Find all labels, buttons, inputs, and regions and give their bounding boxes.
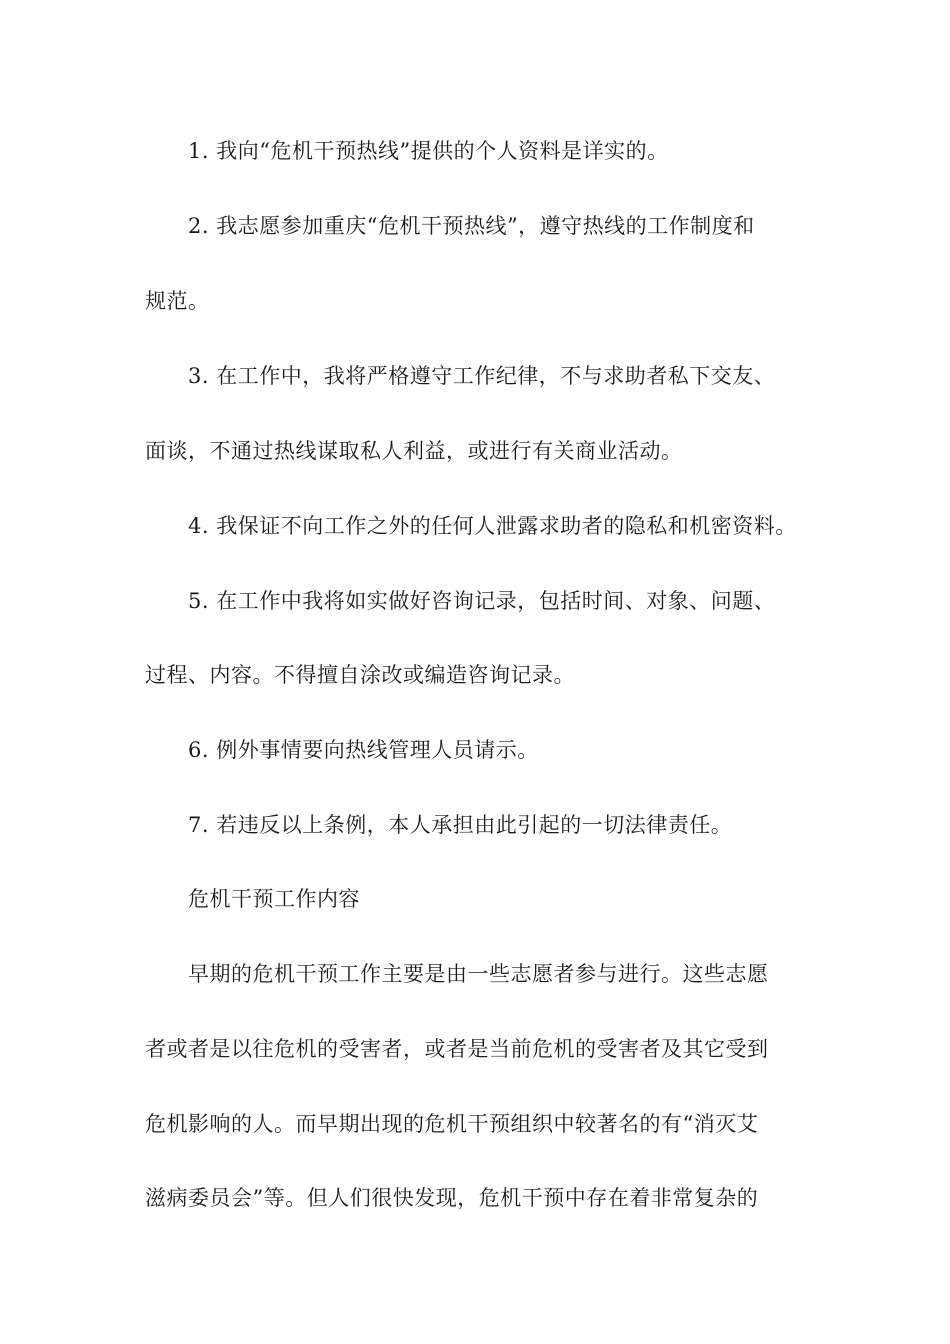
text-line: 4. 我保证不向工作之外的任何人泄露求助者的隐私和机密资料。	[188, 514, 797, 538]
text-line: 3. 在工作中，我将严格遵守工作纪律，不与求助者私下交友、	[188, 364, 776, 388]
text-line: 7. 若违反以上条例，本人承担由此引起的一切法律责任。	[188, 813, 733, 837]
text-line: 6. 例外事情要向热线管理人员请示。	[188, 738, 539, 762]
text-line: 1. 我向“危机干预热线”提供的个人资料是详实的。	[188, 139, 669, 163]
text-line: 过程、内容。不得擅自涂改或编造咨询记录。	[145, 663, 575, 687]
text-line: 早期的危机干预工作主要是由一些志愿者参与进行。这些志愿	[188, 962, 769, 986]
text-line: 面谈，不通过热线谋取私人利益，或进行有关商业活动。	[145, 439, 683, 463]
text-line: 5. 在工作中我将如实做好咨询记录，包括时间、对象、问题、	[188, 589, 776, 613]
text-line: 规范。	[145, 289, 210, 313]
section-heading: 危机干预工作内容	[188, 887, 360, 911]
text-line: 者或者是以往危机的受害者，或者是当前危机的受害者及其它受到	[145, 1037, 769, 1061]
text-line: 滋病委员会”等。但人们很快发现，危机干预中存在着非常复杂的	[145, 1186, 759, 1210]
text-line: 2. 我志愿参加重庆“危机干预热线”，遵守热线的工作制度和	[188, 214, 755, 238]
text-line: 危机影响的人。而早期出现的危机干预组织中较著名的有“消灭艾	[145, 1112, 759, 1136]
